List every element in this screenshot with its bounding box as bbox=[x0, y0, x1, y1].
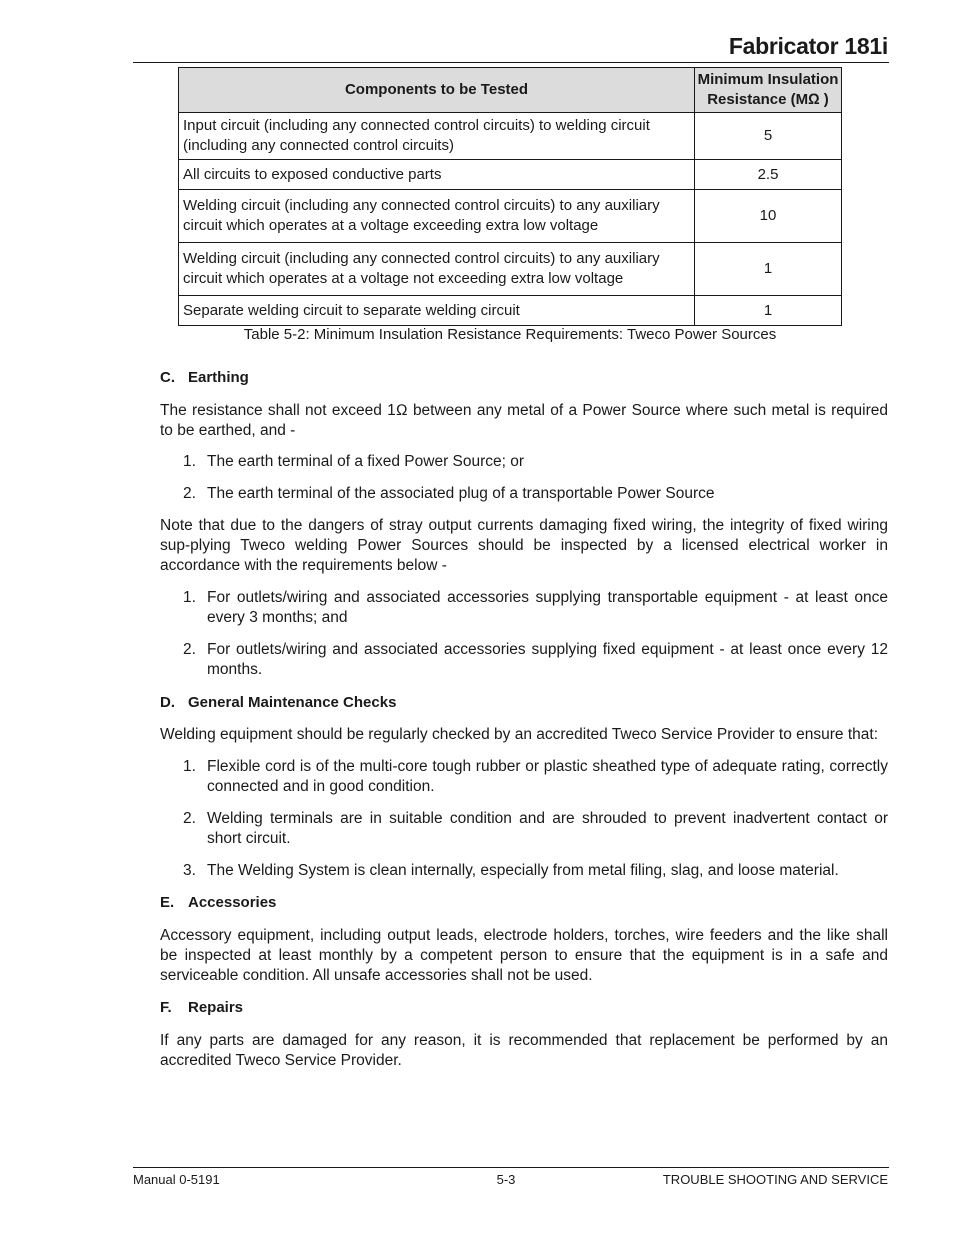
table-caption: Table 5-2: Minimum Insulation Resistance Requirements: Tweco Power Sources bbox=[243, 326, 777, 343]
resistance-cell: 5 bbox=[695, 113, 842, 160]
table-row bbox=[179, 190, 842, 243]
footer-manual-number: Manual 0-5191 bbox=[133, 1172, 220, 1187]
list-item: 1. For outlets/wiring and associated accessories supplying transportable equipment - at least once every 3 months; and bbox=[183, 589, 888, 626]
list-item: 1. Flexible cord is of the multi-core tough rubber or plastic sheathed type of adequate rating, correctly connected and in good condition. bbox=[183, 758, 888, 795]
component-cell: All circuits to exposed conductive parts bbox=[179, 160, 695, 190]
numbered-list bbox=[160, 757, 888, 881]
header-components: Components to be Tested bbox=[179, 68, 695, 113]
section-heading-earthing: C. Earthing bbox=[160, 369, 249, 386]
paragraph: Accessory equipment, including output leads, electrode holders, torches, wire feeders and the like shall be inspected at least monthly by a competent person to ensure that the equipment is in a safe and serviceable condition. All unsafe accessories shall not be used. bbox=[160, 927, 888, 984]
numbered-list bbox=[160, 588, 888, 680]
resistance-cell: 1 bbox=[695, 296, 842, 326]
list-item: 2. The earth terminal of the associated plug of a transportable Power Source bbox=[183, 485, 715, 502]
paragraph: If any parts are damaged for any reason, it is recommended that replacement be performed by an accredited Tweco Service Provider. bbox=[160, 1032, 888, 1069]
list-item: 1. The earth terminal of a fixed Power Source; or bbox=[183, 453, 525, 470]
numbered-list bbox=[160, 452, 888, 504]
header-divider bbox=[133, 62, 889, 63]
page-title: Fabricator 181i bbox=[728, 33, 888, 59]
list-item: 2. Welding terminals are in suitable condition and are shrouded to prevent inadvertent contact or short circuit. bbox=[183, 810, 888, 847]
resistance-cell: 2.5 bbox=[695, 160, 842, 190]
footer-section-name: TROUBLE SHOOTING AND SERVICE bbox=[662, 1172, 888, 1187]
section-heading-repairs: F. Repairs bbox=[160, 999, 244, 1016]
resistance-cell: 10 bbox=[695, 190, 842, 243]
table-row bbox=[179, 160, 842, 190]
list-item: 3. The Welding System is clean internally, especially from metal filing, slag, and loose material. bbox=[183, 862, 839, 879]
resistance-cell: 1 bbox=[695, 243, 842, 296]
list-item: 2. For outlets/wiring and associated accessories supplying fixed equipment - at least once every 12 months. bbox=[183, 641, 888, 678]
footer-divider bbox=[133, 1167, 889, 1168]
main-content bbox=[160, 368, 888, 1071]
table-row bbox=[179, 296, 842, 326]
footer-page-number: 5-3 bbox=[496, 1172, 516, 1187]
header-resistance: Minimum Insulation Resistance (MΩ ) bbox=[695, 68, 842, 113]
component-cell: Separate welding circuit to separate welding circuit bbox=[179, 296, 695, 326]
section-heading-accessories: E. Accessories bbox=[160, 894, 277, 911]
paragraph: The resistance shall not exceed 1Ω between any metal of a Power Source where such metal is required to be earthed, and - bbox=[160, 402, 888, 439]
component-cell: Input circuit (including any connected control circuits) to welding circuit (including any connected control circuits) bbox=[179, 113, 695, 160]
paragraph: Note that due to the dangers of stray output currents damaging fixed wiring, the integrity of fixed wiring sup-plying Tweco welding Power Sources should be inspected by a licensed electrical worker in accordance with the requirements below - bbox=[160, 517, 888, 574]
table-row bbox=[179, 113, 842, 160]
paragraph: Welding equipment should be regularly checked by an accredited Tweco Service Provider to ensure that: bbox=[160, 726, 879, 743]
section-heading-maintenance: D. General Maintenance Checks bbox=[160, 694, 397, 711]
component-cell: Welding circuit (including any connected control circuits) to any auxiliary circuit which operates at a voltage not exceeding extra low voltage bbox=[179, 243, 695, 296]
table-header-row bbox=[179, 68, 842, 113]
table-row bbox=[179, 243, 842, 296]
insulation-resistance-table bbox=[178, 67, 842, 326]
component-cell: Welding circuit (including any connected control circuits) to any auxiliary circuit which operates at a voltage exceeding extra low voltage bbox=[179, 190, 695, 243]
